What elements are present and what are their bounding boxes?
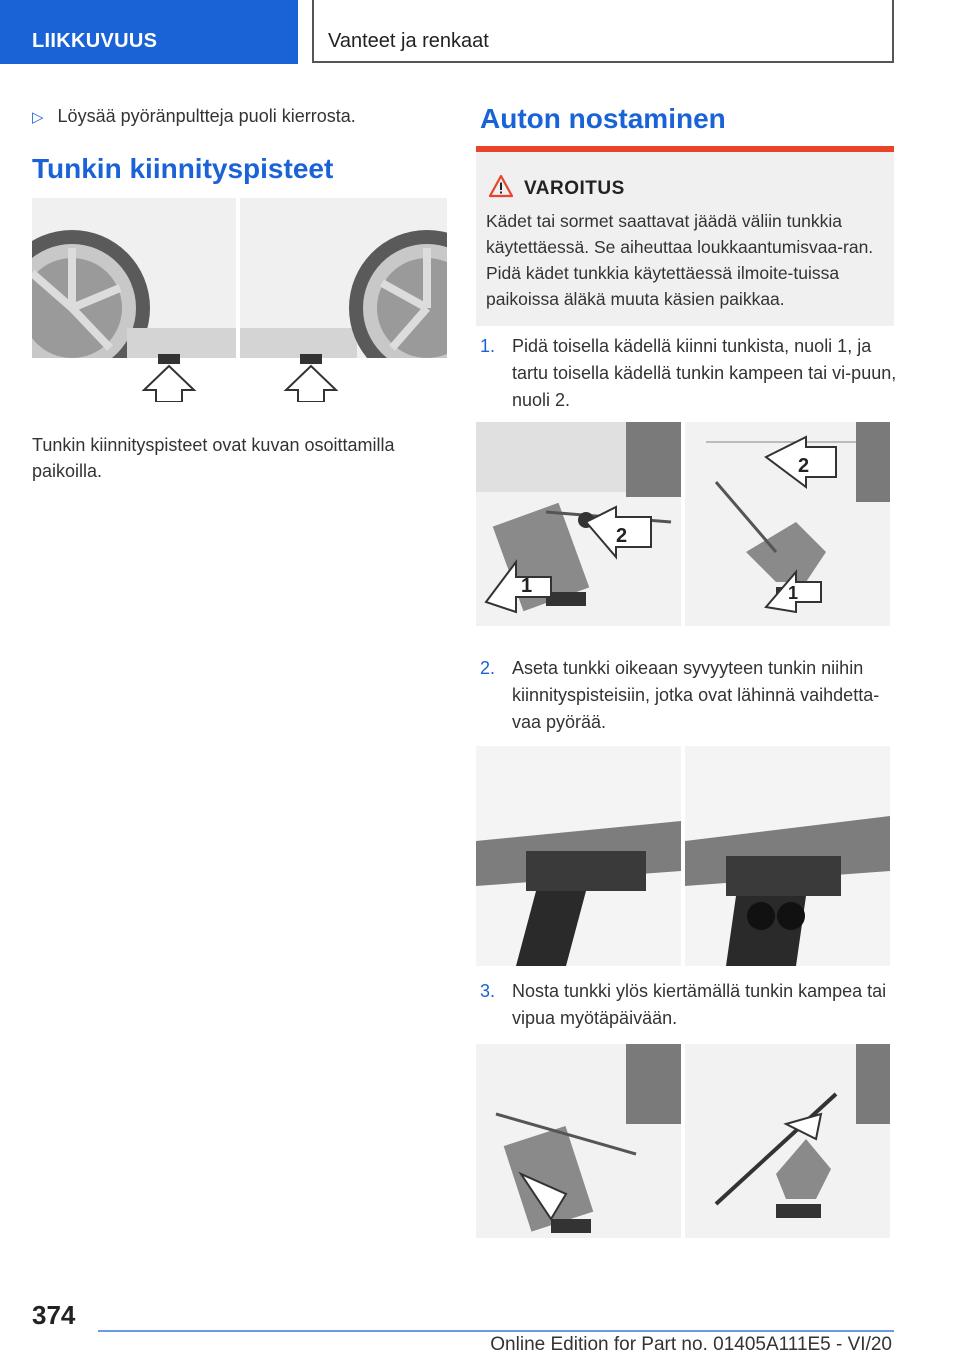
- jack-points-heading: Tunkin kiinnityspisteet: [32, 153, 334, 184]
- footer-divider: [98, 1330, 894, 1332]
- jack-points-caption: Tunkin kiinnityspisteet ovat kuvan osoittamilla paikoilla.: [32, 435, 395, 481]
- step-number: 3.: [480, 981, 496, 1001]
- footer-edition-text: Online Edition for Part no. 01405A111E5 - VI/20: [490, 1334, 892, 1355]
- jack-points-photo: [32, 198, 447, 402]
- step-text: Nosta tunkki ylös kiertämällä tunkin kampea tai vipua myötäpäivään.: [512, 981, 887, 1028]
- arrow-label: 1: [521, 575, 533, 597]
- lifting-heading: Auton nostaminen: [480, 103, 726, 134]
- bullet-item: [32, 106, 356, 127]
- step-number: 2.: [480, 658, 496, 678]
- header-chapter-tab: [312, 0, 894, 63]
- crank-jack-photo: [476, 1044, 890, 1238]
- triangle-bullet-icon: ▷: [32, 109, 44, 126]
- warning-text: Kädet tai sormet saattavat jäädä väliin tunkkia käytettäessä. Se aiheuttaa loukkaantumisvaa-ran. Pidä kädet tunkkia käytettäessä ilmoite-tuissa paikoissa äläkä muuta käsien paikkaa.: [486, 211, 874, 309]
- step-number: 1.: [480, 336, 496, 356]
- arrow-label: 2: [616, 525, 628, 547]
- step-text: Aseta tunkki oikeaan syvyyteen tunkin niihin kiinnityspisteisiin, jotka ovat lähinnä vaihdetta-vaa pyörää.: [512, 658, 880, 732]
- warning-box: [476, 146, 894, 326]
- arrow-label: 2: [798, 455, 810, 477]
- step-text: Pidä toisella kädellä kiinni tunkista, nuoli 1, ja tartu toisella kädellä tunkin kampeen tai vi-puun, nuoli 2.: [512, 336, 897, 410]
- warning-title: VAROITUS: [524, 178, 625, 199]
- header-section-tab: [0, 0, 298, 64]
- warning-triangle-icon: [488, 174, 514, 198]
- header-section-label: LIIKKUVUUS: [32, 30, 158, 52]
- header-chapter-label: Vanteet ja renkaat: [328, 30, 489, 52]
- page-number: 374: [32, 1300, 76, 1330]
- bullet-text: Löysää pyöränpultteja puoli kierrosta.: [57, 106, 356, 126]
- arrow-label: 1: [788, 583, 799, 603]
- hold-jack-photo: [476, 422, 890, 626]
- jack-point-closeup-photo: [476, 746, 890, 966]
